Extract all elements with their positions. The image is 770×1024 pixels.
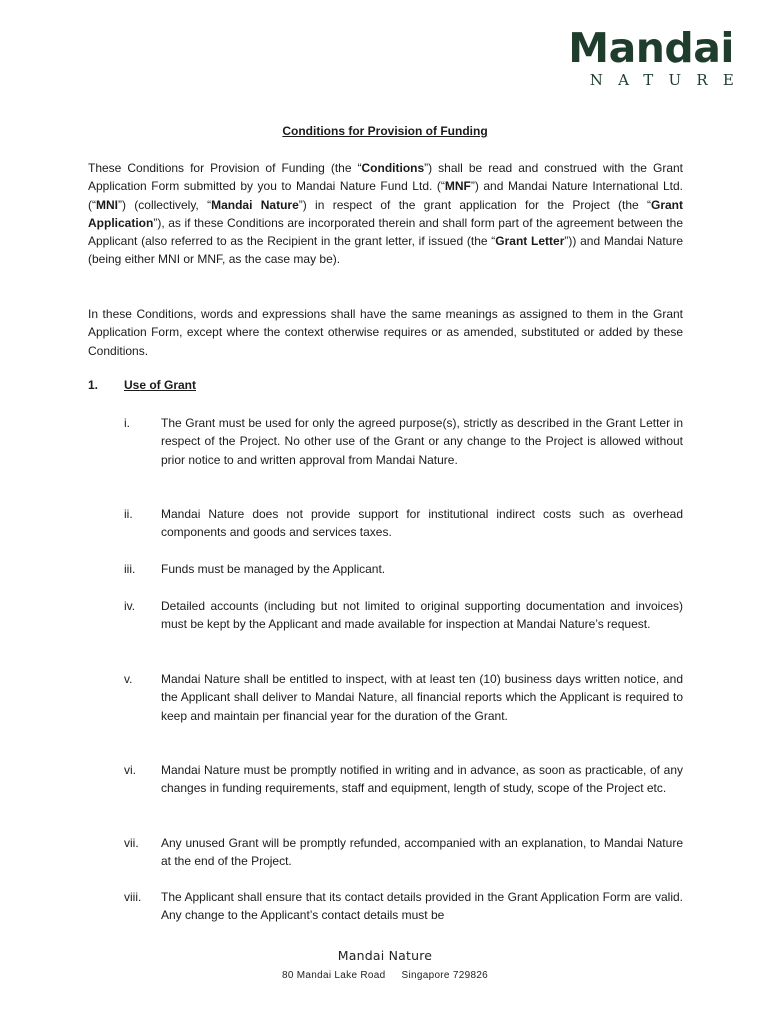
footer-organization-name: Mandai Nature [337, 948, 433, 963]
intro-text: ”) shall be read and construed with the Grant Application Form submitted by you to Mandai Nature Fund Ltd. (“ [88, 161, 683, 194]
list-item-number: viii. [124, 890, 142, 904]
list-item-text: Mandai Nature must be promptly notified in writing and in advance, as soon as practicable, of any changes in funding requirements, staff and equipment, length of study, scope of the Project etc. [161, 763, 683, 796]
list-item-text: Mandai Nature does not provide support for institutional indirect costs such as overhead components and goods and services taxes. [161, 507, 683, 540]
list-item [124, 834, 683, 871]
list-item [124, 670, 683, 725]
list-item-text: Detailed accounts (including but not limited to original supporting documentation and invoices) must be kept by the Applicant and made available for inspection at Mandai Nature’s request. [161, 599, 683, 632]
logo-wordmark: Mandai [568, 24, 734, 72]
mandai-nature-logo [564, 24, 749, 89]
list-item-number: v. [124, 672, 133, 686]
list-item-text: Funds must be managed by the Applicant. [161, 562, 386, 576]
footer-city: Singapore 729826 [401, 970, 489, 981]
section-title: Use of Grant [124, 378, 197, 392]
definitions-paragraph: In these Conditions, words and expressions shall have the same meanings as assigned to them in the Grant Application Form, except where the context otherwise requires or as amended, substituted or added by these Conditions. [88, 307, 683, 358]
intro-text: ”), as if these Conditions are incorporated therein and shall form part of the agreement between the Applicant (also referred to as the Recipient in the grant letter, if issued (the “ [88, 215, 683, 249]
list-item-number: i. [124, 416, 130, 430]
defined-term: MNI [96, 197, 118, 212]
list-item-number: iv. [124, 599, 136, 613]
section-number: 1. [88, 378, 99, 392]
list-item-text: The Grant must be used for only the agreed purpose(s), strictly as described in the Grant Letter in respect of the Project. No other use of the Grant or any change to the Project is allowed without prior notice to and written approval from Mandai Nature. [161, 416, 683, 467]
list-item-number: iii. [124, 562, 136, 576]
list-item [124, 414, 683, 469]
list-item-text: Any unused Grant will be promptly refunded, accompanied with an explanation, to Mandai Nature at the end of the Project. [161, 836, 683, 869]
document-title: Conditions for Provision of Funding [282, 124, 488, 138]
defined-term: Conditions [361, 161, 425, 175]
list-item [124, 560, 683, 578]
defined-term: Grant Letter [495, 234, 565, 249]
list-item [124, 597, 683, 634]
intro-text: ”) in respect of the grant application for the Project (the “ [298, 197, 651, 212]
intro-paragraph [88, 159, 683, 269]
logo-subtitle: NATURE [589, 71, 749, 89]
defined-term: MNF [444, 179, 471, 194]
list-item-number: vi. [124, 763, 136, 777]
list-item-text: The Applicant shall ensure that its contact details provided in the Grant Application Form are valid. Any change to the Applicant’s contact details must be [161, 890, 683, 923]
list-item-text: Mandai Nature shall be entitled to inspect, with at least ten (10) business days written notice, and the Applicant shall deliver to Mandai Nature, all financial reports which the Applicant is required to keep and maintain per financial year for the duration of the Grant. [161, 672, 683, 723]
intro-text: ”) and Mandai Nature International Ltd. (“ [88, 179, 683, 212]
intro-text: ”) (collectively, “ [118, 197, 212, 212]
defined-term: Mandai Nature [211, 197, 299, 212]
intro-text: ”)) and Mandai Nature (being either MNI or MNF, as the case may be). [88, 234, 683, 267]
intro-text: These Conditions for Provision of Funding (the “ [88, 161, 362, 175]
list-item [124, 888, 683, 925]
defined-term: Grant Application [88, 197, 684, 230]
list-item-number: vii. [124, 836, 139, 850]
list-item-number: ii. [124, 507, 133, 521]
footer-address [0, 970, 770, 981]
footer-street: 80 Mandai Lake Road [281, 970, 386, 981]
list-item [124, 761, 683, 798]
list-item [124, 505, 683, 542]
